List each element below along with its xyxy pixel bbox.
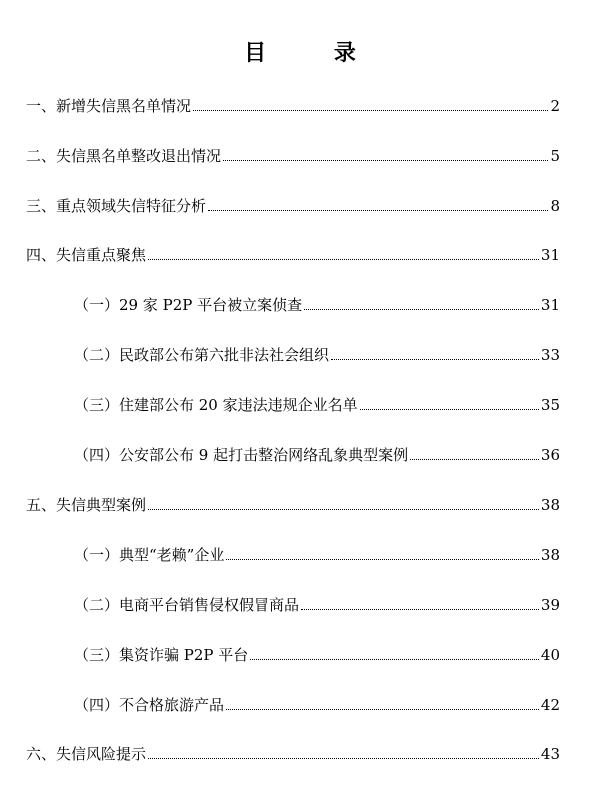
toc-page-number: 5 <box>550 147 560 165</box>
toc-entry <box>74 395 560 415</box>
toc-entry-label: （二）民政部公布第六批非法社会组织 <box>74 346 330 364</box>
toc-leader-dots <box>148 757 539 759</box>
toc-page-number: 2 <box>550 97 560 115</box>
toc-entry-label: （三）住建部公布 20 家违法违规企业名单 <box>74 396 358 414</box>
toc-entry <box>74 295 560 315</box>
toc-leader-dots <box>226 558 539 560</box>
toc-page-number: 38 <box>540 496 560 514</box>
toc-page-number: 38 <box>540 546 560 564</box>
toc-entry-label: 一、新增失信黑名单情况 <box>26 97 192 115</box>
toc-page-number: 31 <box>540 296 560 314</box>
toc-page-number: 42 <box>540 696 560 714</box>
toc-entry-label: （四）不合格旅游产品 <box>74 696 225 714</box>
toc-entry <box>74 545 560 565</box>
toc-leader-dots <box>301 608 539 610</box>
toc-leader-dots <box>331 358 539 360</box>
toc-page-number: 8 <box>550 197 560 215</box>
toc-entry-label: 五、失信典型案例 <box>26 496 147 514</box>
toc-entry <box>74 345 560 365</box>
toc-entry <box>26 744 560 764</box>
toc-entry <box>26 495 560 515</box>
toc-entry-label: 二、失信黑名单整改退出情况 <box>26 147 222 165</box>
toc-entry <box>74 695 560 715</box>
toc-entry <box>26 245 560 265</box>
toc-entry-label: （一）29 家 P2P 平台被立案侦查 <box>74 296 303 314</box>
toc-leader-dots <box>148 508 539 510</box>
toc-page-number: 43 <box>540 745 560 763</box>
toc-leader-dots <box>226 708 539 710</box>
toc-entry-label: （三）集资诈骗 P2P 平台 <box>74 646 249 664</box>
toc-entry <box>26 146 560 166</box>
toc-leader-dots <box>223 159 548 161</box>
toc-entry <box>74 595 560 615</box>
toc-page-number: 35 <box>540 396 560 414</box>
toc-leader-dots <box>360 408 539 410</box>
toc-leader-dots <box>410 458 539 460</box>
toc-entry-label: （二）电商平台销售侵权假冒商品 <box>74 596 300 614</box>
toc-entry <box>74 445 560 465</box>
toc-page-number: 33 <box>540 346 560 364</box>
toc-entry <box>74 645 560 665</box>
toc-leader-dots <box>208 209 548 211</box>
page-title: 目 录 <box>244 40 386 66</box>
toc-page-number: 40 <box>540 646 560 664</box>
toc-entry <box>26 96 560 116</box>
toc-entry-label: 四、失信重点聚焦 <box>26 246 147 264</box>
toc-leader-dots <box>148 258 539 260</box>
toc-page-number: 39 <box>540 596 560 614</box>
toc-page-number: 36 <box>540 446 560 464</box>
toc-leader-dots <box>250 658 539 660</box>
toc-entry-label: （四）公安部公布 9 起打击整治网络乱象典型案例 <box>74 446 409 464</box>
toc-entry-label: 六、失信风险提示 <box>26 745 147 763</box>
toc-leader-dots <box>304 308 539 310</box>
toc-entry-label: （一）典型“老赖”企业 <box>74 546 225 564</box>
toc-page-number: 31 <box>540 246 560 264</box>
toc-leader-dots <box>193 109 548 111</box>
toc-entry <box>26 196 560 216</box>
toc-entry-label: 三、重点领域失信特征分析 <box>26 197 207 215</box>
